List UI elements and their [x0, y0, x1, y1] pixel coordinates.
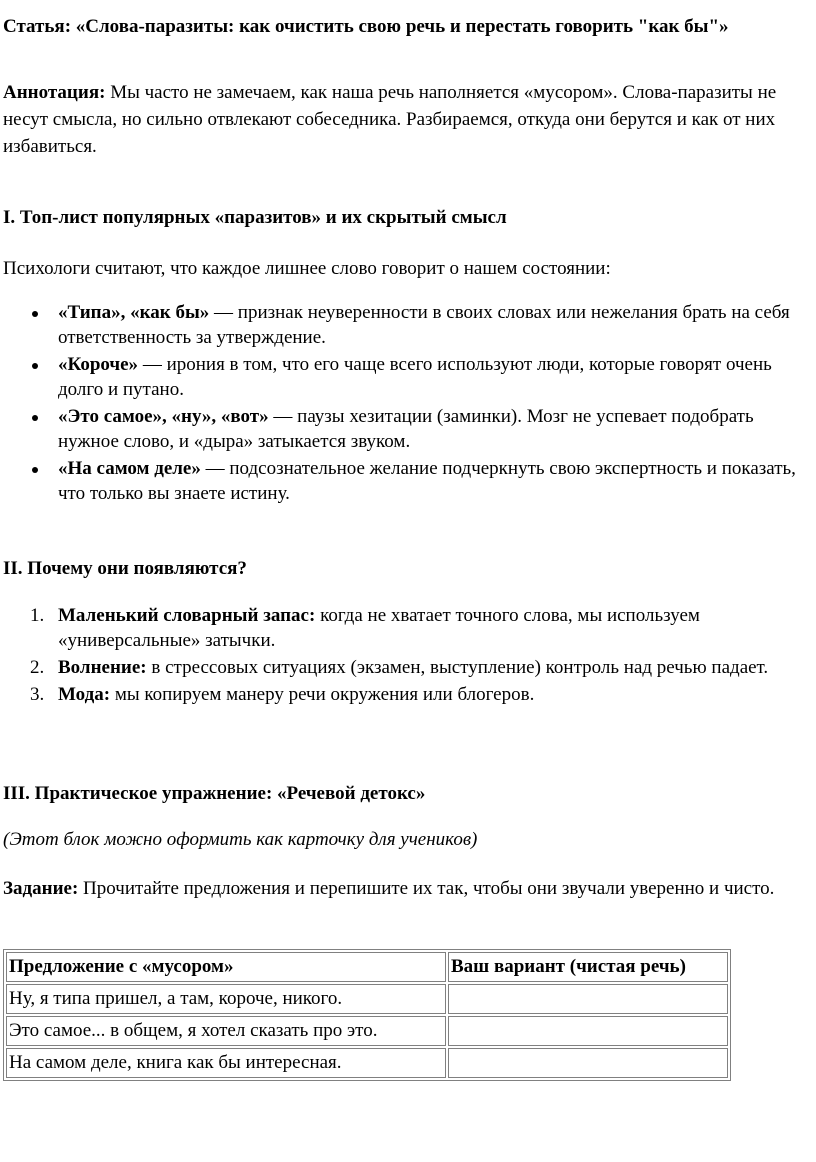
list-item-term: «Типа», «как бы» [58, 302, 210, 323]
annotation-label: Аннотация: [3, 82, 106, 103]
list-item [0, 404, 798, 454]
list-item [0, 603, 798, 653]
parasite-list [0, 300, 800, 508]
list-item-text: — признак неуверенности в своих словах или нежелания брать на себя ответственность за утверждение. [58, 302, 790, 348]
table-header-row [6, 952, 728, 982]
list-item-text: — паузы хезитации (заминки). Мозг не успевает подобрать нужное слово, и «дыра» затыкается звуком. [58, 406, 754, 452]
bullet-icon [32, 363, 38, 369]
section3-heading: III. Практическое упражнение: «Речевой детокс» [3, 783, 426, 804]
table-row [6, 1048, 728, 1078]
answer-cell [448, 1016, 728, 1046]
list-item-term: «Короче» [58, 354, 139, 375]
table-header-cell: Предложение с «мусором» [6, 952, 446, 982]
list-item-term: «Это самое», «ну», «вот» [58, 406, 269, 427]
answer-cell [448, 984, 728, 1014]
list-item-text: мы копируем манеру речи окружения или блогеров. [110, 684, 535, 705]
list-item-text: — ирония в том, что его чаще всего используют люди, которые говорят очень долго и путано. [58, 354, 772, 400]
annotation [3, 79, 809, 160]
table-row [6, 1016, 728, 1046]
list-item-text: в стрессовых ситуациях (экзамен, выступление) контроль над речью падает. [146, 657, 769, 678]
list-number: 1. [30, 605, 45, 626]
bullet-icon [32, 311, 38, 317]
list-item [0, 456, 798, 506]
task-instructions [3, 875, 809, 902]
table-cell: Это самое... в общем, я хотел сказать про это. [6, 1016, 446, 1046]
list-item [0, 300, 798, 350]
bullet-icon [32, 467, 38, 473]
list-item-term: «На самом деле» [58, 458, 201, 479]
section3-note: (Этот блок можно оформить как карточку для учеников) [3, 829, 478, 850]
task-text: Прочитайте предложения и перепишите их так, чтобы они звучали уверенно и чисто. [78, 878, 775, 899]
article-title: Статья: «Слова-паразиты: как очистить свою речь и перестать говорить "как бы"» [3, 16, 729, 37]
annotation-text: Мы часто не замечаем, как наша речь наполняется «мусором». Слова-паразиты не несут смысла, но сильно отвлекают собеседника. Разбираемся, откуда они берутся и как от них избавиться. [3, 82, 777, 157]
list-item-text: когда не хватает точного слова, мы используем «универсальные» затычки. [58, 605, 700, 651]
task-label: Задание: [3, 878, 79, 899]
list-number: 3. [30, 684, 45, 705]
list-item-text: — подсознательное желание подчеркнуть свою экспертность и показать, что только вы знаете истину. [58, 458, 796, 504]
section1-intro: Психологи считают, что каждое лишнее слово говорит о нашем состоянии: [3, 258, 611, 279]
answer-cell [448, 1048, 728, 1078]
section2-heading: II. Почему они появляются? [3, 558, 247, 579]
table-header-cell: Ваш вариант (чистая речь) [448, 952, 728, 982]
list-item [0, 352, 798, 402]
list-item-term: Волнение: [58, 657, 147, 678]
table-cell: Ну, я типа пришел, а там, короче, никого. [6, 984, 446, 1014]
section1-heading: I. Топ-лист популярных «паразитов» и их скрытый смысл [3, 207, 507, 228]
list-item [0, 655, 798, 680]
list-number: 2. [30, 657, 45, 678]
bullet-icon [32, 415, 38, 421]
reasons-list [0, 603, 800, 709]
exercise-table [3, 949, 731, 1081]
table-cell: На самом деле, книга как бы интересная. [6, 1048, 446, 1078]
list-item-term: Мода: [58, 684, 111, 705]
table-row [6, 984, 728, 1014]
list-item [0, 682, 798, 707]
list-item-term: Маленький словарный запас: [58, 605, 316, 626]
